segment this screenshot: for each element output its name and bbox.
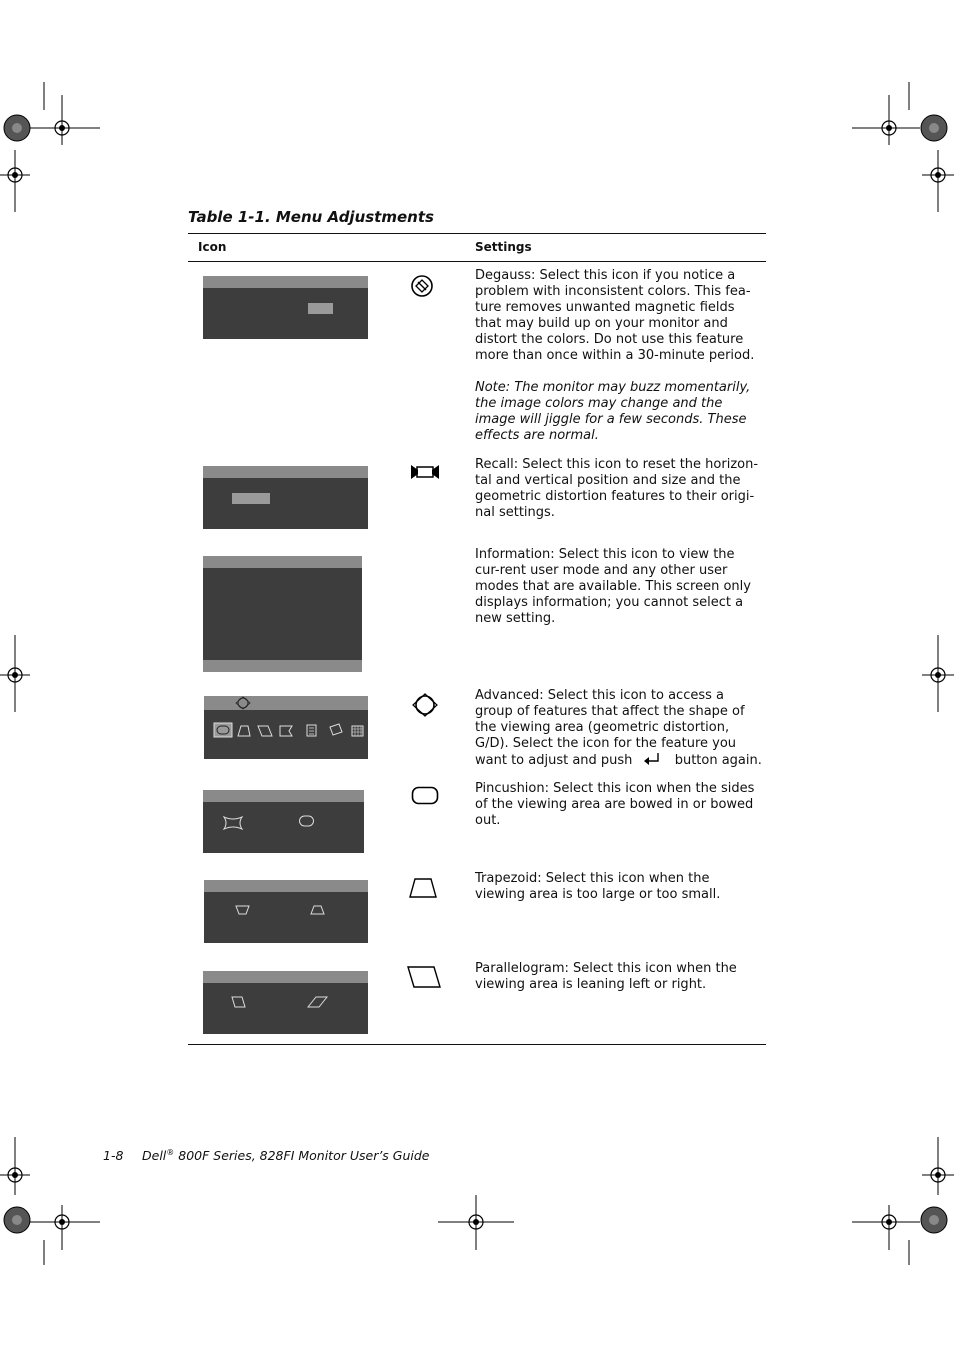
parallelogram-screen-image [203, 971, 368, 1034]
degauss-description [475, 268, 763, 444]
pincushion-out-icon [298, 814, 316, 828]
trapezoid-upright-icon [310, 904, 326, 916]
degauss-screen-image [203, 276, 368, 339]
pincushion-icon [411, 786, 439, 805]
enter-icon [643, 752, 665, 766]
page-number: 1-8 [103, 1148, 124, 1163]
column-header-settings: Settings [475, 240, 532, 254]
table-top-rule [188, 233, 766, 234]
parallelogram-left-icon [230, 995, 248, 1009]
degauss-text: Degauss: Select this icon if you notice a problem with inconsistent colors. This fea-ture removes unwanted magnetic fields that may build up on your monitor and distort the colors. Do not use this feature more than once within a 30-minute period. [475, 268, 755, 363]
parallelogram-right-icon [307, 995, 329, 1009]
degauss-note: Note: The monitor may buzz momentarily, the image colors may change and the image will jiggle for a few seconds. These effects are normal. [475, 380, 751, 443]
trapezoid-screen-image [204, 880, 368, 943]
parallelogram-icon [406, 965, 442, 989]
footer-title [142, 1148, 430, 1163]
advanced-text-end: button again. [674, 753, 762, 768]
pincushion-description: Pincushion: Select this icon when the sides of the viewing area are bowed in or bowed out. [475, 781, 755, 828]
advanced-description [475, 688, 763, 769]
header-rule [188, 261, 766, 262]
trapezoid-icon [408, 877, 438, 899]
pincushion-in-icon [223, 816, 243, 830]
advanced-screen-image [204, 696, 368, 759]
advanced-text: Advanced: Select this icon to access a group of features that affect the shape of the viewing area (geometric distortion, G/D). Select the icon for the feature you want to adjust and push [475, 688, 745, 768]
recall-screen-image [203, 466, 368, 529]
table-bottom-rule [188, 1044, 766, 1045]
recall-description: Recall: Select this icon to reset the horizon-tal and vertical position and size and the geometric distortion features to their origi-nal settings. [475, 457, 759, 520]
trapezoid-description: Trapezoid: Select this icon when the viewing area is too large or too small. [475, 871, 721, 902]
column-header-icon: Icon [198, 240, 227, 254]
degauss-icon [410, 274, 434, 298]
footer-brand: Dell [142, 1148, 167, 1164]
information-description: Information: Select this icon to view the cur-rent user mode and any other user modes that are available. This screen only displays information; you cannot select a new setting. [475, 547, 751, 626]
information-screen-image [203, 556, 362, 672]
parallelogram-description: Parallelogram: Select this icon when the viewing area is leaning left or right. [475, 961, 737, 992]
recall-icon [410, 463, 440, 481]
trapezoid-inverted-icon [235, 904, 251, 916]
footer-guide-title: 800F Series, 828FI Monitor User’s Guide [174, 1148, 430, 1164]
advanced-small-icon [235, 696, 251, 710]
registered-mark: ® [166, 1148, 175, 1157]
table-caption: Table 1-1. Menu Adjustments [188, 208, 434, 226]
pincushion-screen-image [203, 790, 364, 853]
advanced-icon [411, 692, 439, 718]
advanced-submenu-icons [212, 721, 366, 741]
